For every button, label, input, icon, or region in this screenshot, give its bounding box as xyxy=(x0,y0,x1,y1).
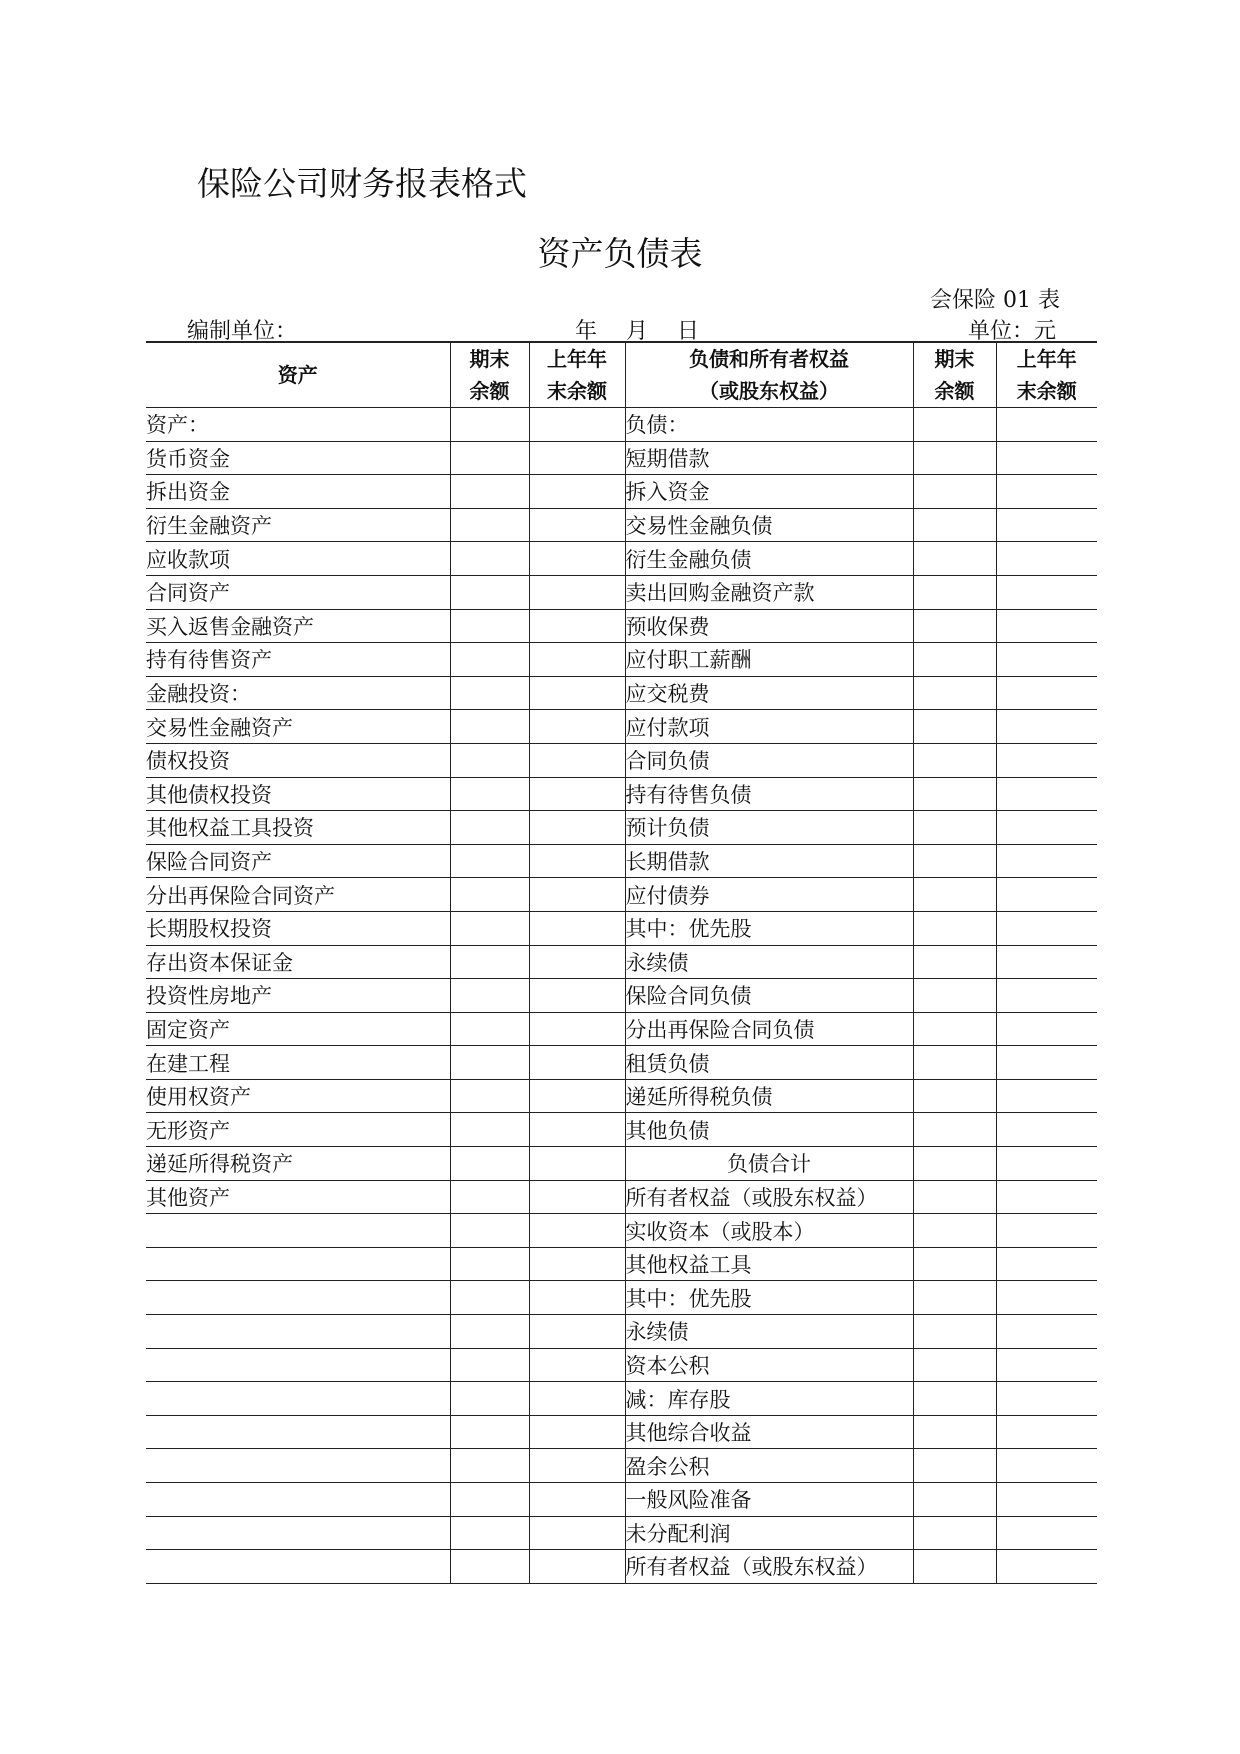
table-row xyxy=(146,811,1097,845)
liability-equity-item: 合同负债 xyxy=(625,743,913,777)
asset-period-end-value xyxy=(450,945,529,979)
asset-prior-year-value xyxy=(529,777,625,811)
liability-equity-item: 永续债 xyxy=(625,945,913,979)
liability-prior-year-value xyxy=(996,609,1097,643)
liability-prior-year-value xyxy=(996,1550,1097,1584)
asset-period-end-value xyxy=(450,1214,529,1248)
liability-equity-item: 持有待售负债 xyxy=(625,777,913,811)
asset-prior-year-value xyxy=(529,1550,625,1584)
asset-period-end-value xyxy=(450,1348,529,1382)
header-line: 余额 xyxy=(469,379,510,403)
liability-prior-year-value xyxy=(996,945,1097,979)
liability-equity-item: 未分配利润 xyxy=(625,1516,913,1550)
table-row xyxy=(146,743,1097,777)
asset-period-end-value xyxy=(450,408,529,442)
asset-period-end-value xyxy=(450,1550,529,1584)
asset-prior-year-value xyxy=(529,1315,625,1349)
asset-period-end-value xyxy=(450,979,529,1013)
liability-period-end-value xyxy=(913,979,996,1013)
asset-item xyxy=(146,1550,450,1584)
liability-equity-item: 租赁负债 xyxy=(625,1046,913,1080)
balance-sheet-table xyxy=(146,341,1097,1584)
liability-period-end-value xyxy=(913,508,996,542)
liability-prior-year-value xyxy=(996,1348,1097,1382)
table-row xyxy=(146,878,1097,912)
liability-prior-year-value xyxy=(996,1113,1097,1147)
liability-equity-item: 应付款项 xyxy=(625,710,913,744)
asset-item xyxy=(146,1516,450,1550)
liability-period-end-value xyxy=(913,1281,996,1315)
asset-prior-year-value xyxy=(529,1483,625,1517)
table-row xyxy=(146,1550,1097,1584)
liability-period-end-value xyxy=(913,1348,996,1382)
liability-prior-year-value xyxy=(996,1247,1097,1281)
table-row xyxy=(146,508,1097,542)
asset-period-end-value xyxy=(450,1012,529,1046)
asset-item: 买入返售金融资产 xyxy=(146,609,450,643)
table-row xyxy=(146,1113,1097,1147)
table-row xyxy=(146,844,1097,878)
liability-period-end-value xyxy=(913,1012,996,1046)
table-row xyxy=(146,609,1097,643)
asset-prior-year-value xyxy=(529,1214,625,1248)
header-row xyxy=(146,342,1097,408)
asset-prior-year-value xyxy=(529,575,625,609)
asset-prior-year-value xyxy=(529,710,625,744)
table-row xyxy=(146,1382,1097,1416)
header-prior-year-end-2 xyxy=(996,342,1097,408)
liability-prior-year-value xyxy=(996,911,1097,945)
table-row xyxy=(146,408,1097,442)
table-row xyxy=(146,1012,1097,1046)
liability-period-end-value xyxy=(913,710,996,744)
table-row xyxy=(146,676,1097,710)
asset-period-end-value xyxy=(450,878,529,912)
header-line: 末余额 xyxy=(1016,379,1077,403)
liability-prior-year-value xyxy=(996,1147,1097,1181)
asset-period-end-value xyxy=(450,475,529,509)
table-row xyxy=(146,475,1097,509)
liability-prior-year-value xyxy=(996,979,1097,1013)
asset-item: 递延所得税资产 xyxy=(146,1147,450,1181)
asset-prior-year-value xyxy=(529,408,625,442)
asset-item: 持有待售资产 xyxy=(146,643,450,677)
sheet-title: 资产负债表 xyxy=(537,234,703,273)
liability-equity-item: 其中：优先股 xyxy=(625,1281,913,1315)
asset-period-end-value xyxy=(450,441,529,475)
liability-period-end-value xyxy=(913,1516,996,1550)
asset-period-end-value xyxy=(450,609,529,643)
liability-equity-item: 递延所得税负债 xyxy=(625,1079,913,1113)
table-row xyxy=(146,1483,1097,1517)
liability-period-end-value xyxy=(913,1214,996,1248)
asset-prior-year-value xyxy=(529,475,625,509)
asset-prior-year-value xyxy=(529,811,625,845)
asset-item: 固定资产 xyxy=(146,1012,450,1046)
asset-prior-year-value xyxy=(529,1079,625,1113)
asset-period-end-value xyxy=(450,1483,529,1517)
liability-equity-item: 交易性金融负债 xyxy=(625,508,913,542)
header-prior-year-end xyxy=(529,342,625,408)
asset-prior-year-value xyxy=(529,676,625,710)
header-line: 期末 xyxy=(469,347,510,371)
asset-period-end-value xyxy=(450,911,529,945)
liability-equity-item: 长期借款 xyxy=(625,844,913,878)
asset-prior-year-value xyxy=(529,1046,625,1080)
liability-equity-item: 预收保费 xyxy=(625,609,913,643)
asset-period-end-value xyxy=(450,1247,529,1281)
table-row xyxy=(146,1449,1097,1483)
asset-item: 拆出资金 xyxy=(146,475,450,509)
asset-prior-year-value xyxy=(529,643,625,677)
liability-period-end-value xyxy=(913,1415,996,1449)
asset-item: 长期股权投资 xyxy=(146,911,450,945)
asset-period-end-value xyxy=(450,1281,529,1315)
liability-prior-year-value xyxy=(996,878,1097,912)
asset-prior-year-value xyxy=(529,979,625,1013)
header-period-end xyxy=(450,342,529,408)
liability-equity-item: 负债合计 xyxy=(625,1147,913,1181)
header-line: 上年年 xyxy=(1016,347,1077,371)
asset-item: 其他债权投资 xyxy=(146,777,450,811)
liability-equity-item: 应交税费 xyxy=(625,676,913,710)
asset-item xyxy=(146,1348,450,1382)
header-line: 负债和所有者权益 xyxy=(689,347,849,371)
liability-prior-year-value xyxy=(996,710,1097,744)
asset-prior-year-value xyxy=(529,1247,625,1281)
liability-period-end-value xyxy=(913,1180,996,1214)
liability-prior-year-value xyxy=(996,1046,1097,1080)
header-line: 上年年 xyxy=(547,347,607,371)
liability-prior-year-value xyxy=(996,844,1097,878)
header-assets: 资产 xyxy=(146,342,450,408)
liability-equity-item: 其他综合收益 xyxy=(625,1415,913,1449)
liability-prior-year-value xyxy=(996,1281,1097,1315)
asset-period-end-value xyxy=(450,777,529,811)
liability-prior-year-value xyxy=(996,1012,1097,1046)
liability-prior-year-value xyxy=(996,1214,1097,1248)
liability-period-end-value xyxy=(913,1550,996,1584)
asset-period-end-value xyxy=(450,575,529,609)
asset-prior-year-value xyxy=(529,1449,625,1483)
asset-item: 分出再保险合同资产 xyxy=(146,878,450,912)
liability-equity-item: 应付债券 xyxy=(625,878,913,912)
liability-equity-item: 拆入资金 xyxy=(625,475,913,509)
table-row xyxy=(146,1079,1097,1113)
liability-period-end-value xyxy=(913,1247,996,1281)
asset-item xyxy=(146,1281,450,1315)
liability-equity-item: 应付职工薪酬 xyxy=(625,643,913,677)
liability-equity-item: 资本公积 xyxy=(625,1348,913,1382)
asset-period-end-value xyxy=(450,743,529,777)
asset-period-end-value xyxy=(450,1382,529,1416)
asset-item: 交易性金融资产 xyxy=(146,710,450,744)
asset-item: 债权投资 xyxy=(146,743,450,777)
liability-equity-item: 衍生金融负债 xyxy=(625,542,913,576)
asset-prior-year-value xyxy=(529,1516,625,1550)
liability-prior-year-value xyxy=(996,575,1097,609)
liability-period-end-value xyxy=(913,1147,996,1181)
table-row xyxy=(146,777,1097,811)
asset-item xyxy=(146,1382,450,1416)
asset-item: 保险合同资产 xyxy=(146,844,450,878)
liability-equity-item: 分出再保险合同负债 xyxy=(625,1012,913,1046)
asset-item: 在建工程 xyxy=(146,1046,450,1080)
asset-item: 应收款项 xyxy=(146,542,450,576)
asset-item: 无形资产 xyxy=(146,1113,450,1147)
liability-prior-year-value xyxy=(996,1483,1097,1517)
liability-equity-item: 所有者权益（或股东权益） xyxy=(625,1550,913,1584)
asset-period-end-value xyxy=(450,542,529,576)
asset-item xyxy=(146,1449,450,1483)
asset-prior-year-value xyxy=(529,844,625,878)
liability-prior-year-value xyxy=(996,643,1097,677)
liability-period-end-value xyxy=(913,945,996,979)
liability-period-end-value xyxy=(913,1315,996,1349)
liability-prior-year-value xyxy=(996,1079,1097,1113)
asset-prior-year-value xyxy=(529,911,625,945)
table-row xyxy=(146,1046,1097,1080)
table-row xyxy=(146,1281,1097,1315)
liability-prior-year-value xyxy=(996,1315,1097,1349)
table-row xyxy=(146,911,1097,945)
liability-period-end-value xyxy=(913,1483,996,1517)
asset-prior-year-value xyxy=(529,743,625,777)
asset-prior-year-value xyxy=(529,542,625,576)
liability-equity-item: 一般风险准备 xyxy=(625,1483,913,1517)
asset-item xyxy=(146,1315,450,1349)
asset-prior-year-value xyxy=(529,441,625,475)
liability-period-end-value xyxy=(913,743,996,777)
liability-period-end-value xyxy=(913,441,996,475)
header-line: 余额 xyxy=(934,379,975,403)
asset-period-end-value xyxy=(450,676,529,710)
asset-item: 其他资产 xyxy=(146,1180,450,1214)
asset-item: 投资性房地产 xyxy=(146,979,450,1013)
asset-item: 其他权益工具投资 xyxy=(146,811,450,845)
report-date-label: 年 月 日 xyxy=(575,319,699,344)
asset-item: 存出资本保证金 xyxy=(146,945,450,979)
table-row xyxy=(146,1348,1097,1382)
liability-period-end-value xyxy=(913,408,996,442)
table-row xyxy=(146,1315,1097,1349)
liability-prior-year-value xyxy=(996,1382,1097,1416)
asset-period-end-value xyxy=(450,811,529,845)
asset-period-end-value xyxy=(450,1113,529,1147)
liability-period-end-value xyxy=(913,777,996,811)
table-row xyxy=(146,1516,1097,1550)
table-row xyxy=(146,1147,1097,1181)
liability-prior-year-value xyxy=(996,542,1097,576)
currency-unit-label: 单位：元 xyxy=(968,319,1057,344)
asset-period-end-value xyxy=(450,1180,529,1214)
table-row xyxy=(146,945,1097,979)
liability-period-end-value xyxy=(913,475,996,509)
liability-period-end-value xyxy=(913,542,996,576)
table-row xyxy=(146,1415,1097,1449)
liability-period-end-value xyxy=(913,1382,996,1416)
liability-prior-year-value xyxy=(996,408,1097,442)
asset-period-end-value xyxy=(450,643,529,677)
asset-prior-year-value xyxy=(529,1382,625,1416)
asset-period-end-value xyxy=(450,1079,529,1113)
liability-equity-item: 负债： xyxy=(625,408,913,442)
liability-prior-year-value xyxy=(996,777,1097,811)
liability-prior-year-value xyxy=(996,743,1097,777)
asset-prior-year-value xyxy=(529,1113,625,1147)
liability-period-end-value xyxy=(913,844,996,878)
liability-period-end-value xyxy=(913,1449,996,1483)
liability-equity-item: 短期借款 xyxy=(625,441,913,475)
asset-prior-year-value xyxy=(529,1180,625,1214)
header-line: 末余额 xyxy=(547,379,607,403)
asset-period-end-value xyxy=(450,1516,529,1550)
asset-item xyxy=(146,1483,450,1517)
liability-prior-year-value xyxy=(996,441,1097,475)
asset-item xyxy=(146,1247,450,1281)
liability-prior-year-value xyxy=(996,475,1097,509)
liability-period-end-value xyxy=(913,676,996,710)
table-row xyxy=(146,441,1097,475)
asset-item: 合同资产 xyxy=(146,575,450,609)
table-row xyxy=(146,710,1097,744)
asset-period-end-value xyxy=(450,1415,529,1449)
asset-period-end-value xyxy=(450,508,529,542)
table-row xyxy=(146,643,1097,677)
preparing-entity-label: 编制单位： xyxy=(187,319,298,344)
asset-period-end-value xyxy=(450,1046,529,1080)
asset-prior-year-value xyxy=(529,609,625,643)
liability-prior-year-value xyxy=(996,508,1097,542)
table-row xyxy=(146,1247,1097,1281)
asset-prior-year-value xyxy=(529,1281,625,1315)
asset-period-end-value xyxy=(450,710,529,744)
document-title: 保险公司财务报表格式 xyxy=(197,164,527,203)
asset-item: 资产： xyxy=(146,408,450,442)
asset-prior-year-value xyxy=(529,508,625,542)
liability-equity-item: 所有者权益（或股东权益） xyxy=(625,1180,913,1214)
liability-equity-item: 其中：优先股 xyxy=(625,911,913,945)
liability-equity-item: 盈余公积 xyxy=(625,1449,913,1483)
header-period-end-2 xyxy=(913,342,996,408)
table-row xyxy=(146,1180,1097,1214)
asset-item: 货币资金 xyxy=(146,441,450,475)
liability-period-end-value xyxy=(913,811,996,845)
asset-period-end-value xyxy=(450,1315,529,1349)
liability-period-end-value xyxy=(913,878,996,912)
asset-period-end-value xyxy=(450,1147,529,1181)
header-line: （或股东权益） xyxy=(699,379,839,403)
asset-item: 衍生金融资产 xyxy=(146,508,450,542)
asset-item: 使用权资产 xyxy=(146,1079,450,1113)
liability-equity-item: 预计负债 xyxy=(625,811,913,845)
liability-prior-year-value xyxy=(996,1180,1097,1214)
form-code: 会保险 01 表 xyxy=(930,288,1060,313)
liability-equity-item: 卖出回购金融资产款 xyxy=(625,575,913,609)
asset-prior-year-value xyxy=(529,1415,625,1449)
asset-prior-year-value xyxy=(529,878,625,912)
asset-item xyxy=(146,1415,450,1449)
table-row xyxy=(146,979,1097,1013)
liability-equity-item: 永续债 xyxy=(625,1315,913,1349)
asset-item: 金融投资： xyxy=(146,676,450,710)
liability-period-end-value xyxy=(913,575,996,609)
liability-period-end-value xyxy=(913,643,996,677)
asset-period-end-value xyxy=(450,844,529,878)
liability-prior-year-value xyxy=(996,1516,1097,1550)
asset-period-end-value xyxy=(450,1449,529,1483)
liability-prior-year-value xyxy=(996,811,1097,845)
liability-prior-year-value xyxy=(996,676,1097,710)
header-line: 期末 xyxy=(934,347,975,371)
asset-prior-year-value xyxy=(529,1147,625,1181)
liability-period-end-value xyxy=(913,911,996,945)
asset-prior-year-value xyxy=(529,945,625,979)
liability-prior-year-value xyxy=(996,1415,1097,1449)
liability-equity-item: 其他权益工具 xyxy=(625,1247,913,1281)
liability-period-end-value xyxy=(913,1079,996,1113)
liability-equity-item: 其他负债 xyxy=(625,1113,913,1147)
table-row xyxy=(146,575,1097,609)
liability-prior-year-value xyxy=(996,1449,1097,1483)
table-row xyxy=(146,542,1097,576)
liability-period-end-value xyxy=(913,1113,996,1147)
liability-equity-item: 保险合同负债 xyxy=(625,979,913,1013)
asset-item xyxy=(146,1214,450,1248)
liability-equity-item: 减：库存股 xyxy=(625,1382,913,1416)
asset-prior-year-value xyxy=(529,1348,625,1382)
liability-period-end-value xyxy=(913,609,996,643)
liability-period-end-value xyxy=(913,1046,996,1080)
liability-equity-item: 实收资本（或股本） xyxy=(625,1214,913,1248)
asset-prior-year-value xyxy=(529,1012,625,1046)
table-row xyxy=(146,1214,1097,1248)
header-liabilities-equity xyxy=(625,342,913,408)
